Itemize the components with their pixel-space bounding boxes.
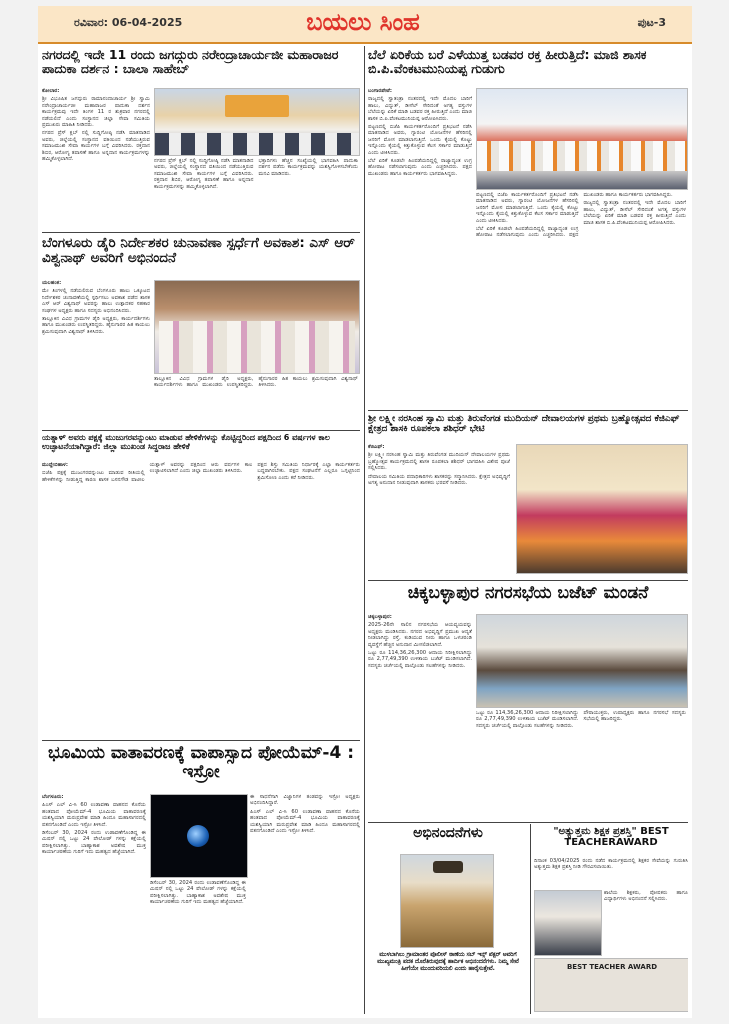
article-headline: ಬೆಂಗಳೂರು ಡೈರಿ ನಿರ್ದೇಶಕರ ಚುನಾವಣಾ ಸ್ಪರ್ಧೆಗೆ ಅವಕಾಶ: ಎಸ್ ಆರ್ ವಿಶ್ವನಾಥ್ ಅವರಿಗೆ ಅಭಿನಂದನೆ <box>42 236 355 267</box>
article-headline: ನಗರದಲ್ಲಿ ಇದೇ 11 ರಂದು ಜಗದ್ಗುರು ನರೇಂದ್ರಾಚಾರ್ಯಜೀ ಮಹಾರಾಜರ ಪಾದುಕಾ ದರ್ಶನ : ಬಾಲಾ ಸಾಹೇಬ್ <box>42 48 339 76</box>
article-byline: ಬೆಂಗಳೂರು: <box>42 794 64 800</box>
article-paragraph: ಮೇ ತಿಂಗಳಲ್ಲಿ ನಡೆಯಲಿರುವ ಬೆಂಗಳೂರು ಹಾಲು ಒಕ್ಕೂಟದ ನಿರ್ದೇಶಕರ ಚುನಾವಣೆಯಲ್ಲಿ ಸ್ಪರ್ಧಿಸಲು ಅವಕಾಶ ಪಡೆದ ಶಾಸಕ ಎಸ್ ಆರ್ ವಿಶ್ವನಾಥ್ ಅವರನ್ನು ಹಾಲು ಉತ್ಪಾದಕರ ಸಹಕಾರ ಸಂಘಗಳ ಅಧ್ಯಕ್ಷರು ಹಾಗೂ ಸದಸ್ಯರು ಅಭಿನಂದಿಸಿದರು. <box>42 288 150 314</box>
article-body <box>368 444 510 578</box>
column-divider <box>530 824 531 1014</box>
rule <box>368 410 688 411</box>
newspaper-page <box>38 6 692 1018</box>
article-paragraph: ಡಿಸೆಂಬರ್ 30, 2024 ರಂದು ಉಡಾವಣೆಗೊಂಡಿದ್ದ ಈ ಮಿಷನ್ ನಲ್ಲಿ ಒಟ್ಟು 24 ಪೇಲೋಡ್ ಗಳನ್ನು ಕಕ್ಷೆಯಲ್ಲಿ ಪರೀಕ್ಷಿಸಲಾಗಿತ್ತು. ಬಾಹ್ಯಾಕಾಶ ಅವಶೇಷ ಮುಕ್ತ ಕಾರ್ಯಾಚರಣೆಯ ಗುರಿಗೆ ಇದು ಮಹತ್ವದ ಹೆಜ್ಜೆಯಾಗಿದೆ. <box>150 880 246 906</box>
article-paragraph: ಬಿಜೆಪಿ ಪಕ್ಷಕ್ಕೆ ಮುಜುಗರವನ್ನುಂಟು ಮಾಡುವ ರೀತಿಯಲ್ಲಿ ಹೇಳಿಕೆಗಳನ್ನು ನೀಡುತ್ತಿದ್ದ ಕಾರಣ ಶಾಸಕ ಬಸನಗೌಡ ಪಾಟೀಲ ಯತ್ನಾಳ್ ಅವರನ್ನು ಪಕ್ಷದಿಂದ ಆರು ವರ್ಷಗಳ ಕಾಲ ಉಚ್ಛಾಟಿಸಲಾಗಿದೆ ಎಂದು ಜಿಲ್ಲಾ ಮುಖಂಡರು ತಿಳಿಸಿದರು. <box>42 462 253 483</box>
article-paragraph: ಪಿಎಸ್ ಎಲ್ ವಿ-ಸಿ 60 ಉಡಾವಣಾ ವಾಹನದ ಕೊನೆಯ ಹಂತವಾದ ಪೋಯೆಮ್-4 ಭೂಮಿಯ ವಾತಾವರಣಕ್ಕೆ ಯಶಸ್ವಿಯಾಗಿ ಮರುಪ್ರವೇಶ ಮಾಡಿ ಹಿಂದೂ ಮಹಾಸಾಗರದಲ್ಲಿ ಪತನಗೊಂಡಿದೆ ಎಂದು ಇಸ್ರೋ ತಿಳಿಸಿದೆ. <box>250 808 360 835</box>
meeting-photo <box>476 614 688 708</box>
article-paragraph: ರಾಜ್ಯದಲ್ಲಿ ಸ್ವಾತಂತ್ರಾ ನಂತರದಲ್ಲಿ ಇದೇ ಮೊದಲ ಬಾರಿಗೆ ಹಾಲು, ವಿದ್ಯುತ್, ಡೀಸೆಲ್ ಸೇರಿದಂತೆ ಅಗತ್ಯ ವಸ್ತುಗಳ ಬೆಲೆಯನ್ನು ಏರಿಕೆ ಮಾಡಿ ಬಡವರ ರಕ್ತ ಹೀರುತ್ತಿದೆ ಎಂದು ಮಾಜಿ ಶಾಸಕ ಬಿ.ಪಿ.ವೆಂಕಟಮುನಿಯಪ್ಪ ಆರೋಪಿಸಿದರು. <box>583 200 686 226</box>
teacher-body <box>534 858 688 888</box>
teacher-award-box <box>534 826 688 1014</box>
greetings-headline: ಅಭಿನಂದನೆಗಳು <box>413 826 483 841</box>
article-paduka <box>42 48 360 228</box>
greetings-caption: ಮುಳಬಾಗಿಲು ಗ್ರಾಮಾಂತರ ಪೊಲೀಸ್ ಠಾಣೆಯ ಸಬ್ ಇನ್ಸ್ ಪೆಕ್ಟರ್ ಅವರಿಗೆ ಮುಖ್ಯಮಂತ್ರಿ ಪದಕ ದೊರೆತಿರುವುದಕ್ಕೆ ಹಾರ್ದಿಕ ಅಭಿನಂದನೆಗಳು. ನಿಮ್ಮ ಸೇವೆ ಹೀಗೆಯೇ ಮುಂದುವರಿಯಲಿ ಎಂದು ಹಾರೈಸುತ್ತೇವೆ. <box>377 952 519 972</box>
temple-photo <box>516 444 688 574</box>
teacher-headline: "ಅತ್ಯುತ್ತಮ ಶಿಕ್ಷಕ ಪ್ರಶಸ್ತಿ" BEST TEACHERAWARD <box>553 826 669 849</box>
award-banner: BEST TEACHER AWARD <box>566 963 658 971</box>
article-price-rise <box>368 48 688 408</box>
article-paragraph: ಡಿಸೆಂಬರ್ 30, 2024 ರಂದು ಉಡಾವಣೆಗೊಂಡಿದ್ದ ಈ ಮಿಷನ್ ನಲ್ಲಿ ಒಟ್ಟು 24 ಪೇಲೋಡ್ ಗಳನ್ನು ಕಕ್ಷೆಯಲ್ಲಿ ಪರೀಕ್ಷಿಸಲಾಗಿತ್ತು. ಬಾಹ್ಯಾಕಾಶ ಅವಶೇಷ ಮುಕ್ತ ಕಾರ್ಯಾಚರಣೆಯ ಗುರಿಗೆ ಇದು ಮಹತ್ವದ ಹೆಜ್ಜೆಯಾಗಿದೆ. <box>42 830 146 856</box>
article-body-continued <box>476 192 686 408</box>
teacher-paragraph: ದಿನಾಂಕ 03/04/2025 ರಂದು ನಡೆದ ಕಾರ್ಯಕ್ರಮದಲ್ಲಿ ಶಿಕ್ಷಕರ ಸೇವೆಯನ್ನು ಗುರುತಿಸಿ ಅತ್ಯುತ್ತಮ ಶಿಕ್ಷಕ ಪ್ರಶಸ್ತಿ ನೀಡಿ ಗೌರವಿಸಲಾಯಿತು. <box>534 858 688 871</box>
article-paragraph: ಶ್ರೀ ವಿಭೂಷಿತ ಜಗದ್ಗುರು ರಾಮಾನಂದಾಚಾರ್ಯ ಶ್ರೀ ಸ್ವಾಮಿ ನರೇಂದ್ರಾಚಾರ್ಯಜೀ ಮಹಾರಾಜರ ಪಾದುಕಾ ದರ್ಶನ ಕಾರ್ಯಕ್ರಮವು ಇದೇ ತಿಂಗಳ 11 ರ ಶುಕ್ರವಾರ ನಗರದಲ್ಲಿ ನಡೆಯಲಿದೆ ಎಂದು ಸಂಸ್ಥಾನದ ಜಿಲ್ಲಾ ಸೇವಾ ಸಮಿತಿಯ ಪ್ರಮುಖರು ಮಾಹಿತಿ ನೀಡಿದರು. <box>42 96 150 129</box>
article-body-continued <box>150 880 246 1014</box>
article-headline: ಭೂಮಿಯ ವಾತಾವರಣಕ್ಕೆ ವಾಪಾಸ್ಸಾದ ಪೋಯೆಮ್-4 : ಇಸ್ರೋ <box>47 744 354 783</box>
article-paragraph: ಪಟ್ಟಣದಲ್ಲಿ ಬಿಜೆಪಿ ಕಾರ್ಯಕರ್ತರೊಂದಿಗೆ ಪ್ರತಿಭಟನೆ ನಡೆಸಿ ಮಾತನಾಡಿದ ಅವರು, ಗ್ಯಾರಂಟಿ ಯೋಜನೆಗಳ ಹೆಸರಿನಲ್ಲಿ ಜನರಿಗೆ ಮೋಸ ಮಾಡಲಾಗುತ್ತಿದೆ. ಒಂದು ಕೈಯಲ್ಲಿ ಕೊಟ್ಟು ಇನ್ನೊಂದು ಕೈಯಲ್ಲಿ ಕಿತ್ತುಕೊಳ್ಳುವ ಕೆಲಸ ಸರ್ಕಾರ ಮಾಡುತ್ತಿದೆ ಎಂದು ಟೀಕಿಸಿದರು. <box>476 192 579 224</box>
article-headline: ಬೆಲೆ ಏರಿಕೆಯ ಬರೆ ಎಳೆಯುತ್ತ ಬಡವರ ರಕ್ತ ಹೀರುತ್ತಿದೆ: ಮಾಜಿ ಶಾಸಕ ಬಿ.ಪಿ.ವೆಂಕಟಮುನಿಯಪ್ಪ ಗುಡುಗು <box>368 48 647 76</box>
article-paragraph: ಪೌರಾಯುಕ್ತರು, ಉಪಾಧ್ಯಕ್ಷರು ಹಾಗೂ ನಗರಸಭೆ ಸದಸ್ಯರು ಸಭೆಯಲ್ಲಿ ಹಾಜರಿದ್ದರು. <box>583 710 686 723</box>
teacher-photo <box>534 890 602 956</box>
article-paragraph: ನಗರದ ಪ್ರೆಸ್ ಕ್ಲಬ್ ನಲ್ಲಿ ಸುದ್ದಿಗೋಷ್ಠಿ ನಡೆಸಿ ಮಾತನಾಡಿದ ಅವರು, ಜಿಲ್ಲೆಯಲ್ಲಿ ಸಂಸ್ಥಾನದ ವತಿಯಿಂದ ನಡೆಯುತ್ತಿರುವ ಸಮಾಜಮುಖಿ ಸೇವಾ ಕಾರ್ಯಗಳ ಬಗ್ಗೆ ವಿವರಿಸಿದರು. ರಕ್ತದಾನ ಶಿಬಿರ, ಆರೋಗ್ಯ ತಪಾಸಣೆ ಹಾಗೂ ಅನ್ನದಾನ ಕಾರ್ಯಕ್ರಮಗಳನ್ನು ಹಮ್ಮಿಕೊಳ್ಳಲಾಗಿದೆ. <box>42 130 150 163</box>
page-number: ಪುಟ-3 <box>637 16 666 29</box>
rule <box>368 822 688 823</box>
article-body-continued <box>250 794 360 1014</box>
article-body <box>368 88 472 408</box>
article-paragraph: ಬೆಲೆ ಏರಿಕೆ ಕೂಡಲೇ ಹಿಂಪಡೆಯದಿದ್ದಲ್ಲಿ ರಾಜ್ಯಾದ್ಯಂತ ಉಗ್ರ ಹೋರಾಟ ನಡೆಸಲಾಗುವುದು ಎಂದು ಎಚ್ಚರಿಸಿದರು. ಪಕ್ಷದ ಮುಖಂಡರು ಹಾಗೂ ಕಾರ್ಯಕರ್ತರು ಭಾಗವಹಿಸಿದ್ದರು. <box>368 158 472 177</box>
article-body <box>42 280 150 426</box>
article-byline: ಮುದ್ದೇಬಿಹಾಳ: <box>42 462 68 468</box>
article-body-continued <box>154 376 358 426</box>
column-divider <box>364 46 365 1014</box>
article-paragraph: ಪಕ್ಷದ ಶಿಸ್ತು ಸಮಿತಿಯ ನಿರ್ಧಾರಕ್ಕೆ ಎಲ್ಲಾ ಕಾರ್ಯಕರ್ತರು ಬದ್ಧರಾಗಿರಬೇಕು. ಪಕ್ಷದ ಸಂಘಟನೆಗೆ ಎಲ್ಲರೂ ಒಗ್ಗಟ್ಟಿನಿಂದ ಶ್ರಮಿಸೋಣ ಎಂದು ಕರೆ ನೀಡಿದರು. <box>257 462 360 481</box>
article-paragraph: ದೇವಾಲಯ ಸಮಿತಿಯ ಪದಾಧಿಕಾರಿಗಳು ಶಾಸಕರನ್ನು ಸನ್ಮಾನಿಸಿದರು. ಕ್ಷೇತ್ರದ ಅಭಿವೃದ್ಧಿಗೆ ಅಗತ್ಯ ಅನುದಾನ ನೀಡುವುದಾಗಿ ಶಾಸಕರು ಭರವಸೆ ನೀಡಿದರು. <box>368 473 510 487</box>
article-paragraph: ತಾಲ್ಲೂಕಿನ ವಿವಿಧ ಗ್ರಾಮಗಳ ಡೈರಿ ಅಧ್ಯಕ್ಷರು, ಕಾರ್ಯದರ್ಶಿಗಳು ಹಾಗೂ ಮುಖಂಡರು ಉಪಸ್ಥಿತರಿದ್ದರು. ಹೈನುಗಾರರ ಹಿತ ಕಾಯಲು ಶ್ರಮಿಸುವುದಾಗಿ ವಿಶ್ವನಾಥ್ ತಿಳಿಸಿದರು. <box>154 376 358 389</box>
article-paragraph: ತಾಲ್ಲೂಕಿನ ವಿವಿಧ ಗ್ರಾಮಗಳ ಡೈರಿ ಅಧ್ಯಕ್ಷರು, ಕಾರ್ಯದರ್ಶಿಗಳು ಹಾಗೂ ಮುಖಂಡರು ಉಪಸ್ಥಿತರಿದ್ದರು. ಹೈನುಗಾರರ ಹಿತ ಕಾಯಲು ಶ್ರಮಿಸುವುದಾಗಿ ವಿಶ್ವನಾಥ್ ತಿಳಿಸಿದರು. <box>42 316 150 335</box>
article-headline: ಚಿಕ್ಕಬಳ್ಳಾಪುರ ನಗರಸಭೆಯ ಬಜೆಟ್ ಮಂಡನೆ <box>407 584 649 603</box>
article-body <box>368 614 472 820</box>
rule <box>42 740 360 741</box>
paper-title: ಬಯಲು ಸಿಂಹ <box>306 8 420 36</box>
article-paragraph: ಪಟ್ಟಣದಲ್ಲಿ ಬಿಜೆಪಿ ಕಾರ್ಯಕರ್ತರೊಂದಿಗೆ ಪ್ರತಿಭಟನೆ ನಡೆಸಿ ಮಾತನಾಡಿದ ಅವರು, ಗ್ಯಾರಂಟಿ ಯೋಜನೆಗಳ ಹೆಸರಿನಲ್ಲಿ ಜನರಿಗೆ ಮೋಸ ಮಾಡಲಾಗುತ್ತಿದೆ. ಒಂದು ಕೈಯಲ್ಲಿ ಕೊಟ್ಟು ಇನ್ನೊಂದು ಕೈಯಲ್ಲಿ ಕಿತ್ತುಕೊಳ್ಳುವ ಕೆಲಸ ಸರ್ಕಾರ ಮಾಡುತ್ತಿದೆ ಎಂದು ಟೀಕಿಸಿದರು. <box>368 124 472 156</box>
protest-photo <box>476 88 688 190</box>
event-photo <box>154 88 360 156</box>
article-byline: ಕೆಜಿಎಫ್: <box>368 444 385 450</box>
rule <box>368 580 688 581</box>
article-paragraph: ಶ್ರೀ ಲಕ್ಷ್ಮೀ ನರಸಿಂಹ ಸ್ವಾಮಿ ಮತ್ತು ತಿರುವೆಂಗಡ ಮುದಿಯನ್ ದೇವಾಲಯಗಳ ಪ್ರಥಮ ಬ್ರಹ್ಮೋತ್ಸವ ಕಾರ್ಯಕ್ರಮದಲ್ಲಿ ಶಾಸಕಿ ರೂಪಕಲಾ ಶಶಿಧರ್ ಭಾಗವಹಿಸಿ ವಿಶೇಷ ಪೂಜೆ ಸಲ್ಲಿಸಿದರು. <box>368 452 510 472</box>
article-byline: ಚಿಕ್ಕಬಳ್ಳಾಪುರ: <box>368 614 392 620</box>
rule <box>42 430 360 431</box>
article-body <box>42 794 146 1014</box>
article-paragraph: ಈ ಸಾಧನೆಗಾಗಿ ವಿಜ್ಞಾನಿಗಳ ತಂಡವನ್ನು ಇಸ್ರೋ ಅಧ್ಯಕ್ಷರು ಅಭಿನಂದಿಸಿದ್ದಾರೆ. <box>250 794 360 807</box>
article-paragraph: ಬೆಲೆ ಏರಿಕೆ ಕೂಡಲೇ ಹಿಂಪಡೆಯದಿದ್ದಲ್ಲಿ ರಾಜ್ಯಾದ್ಯಂತ ಉಗ್ರ ಹೋರಾಟ ನಡೆಸಲಾಗುವುದು ಎಂದು ಎಚ್ಚರಿಸಿದರು. ಪಕ್ಷದ ಮುಖಂಡರು ಹಾಗೂ ಕಾರ್ಯಕರ್ತರು ಭಾಗವಹಿಸಿದ್ದರು. <box>476 192 673 239</box>
issue-date: ರವಿವಾರ: 06-04-2025 <box>74 16 183 29</box>
article-temple <box>368 414 688 578</box>
officer-photo <box>400 854 494 948</box>
article-yatnal <box>42 434 360 736</box>
article-dairy <box>42 236 360 426</box>
article-byline: ಬಂಗಾರಪೇಟೆ: <box>368 88 392 94</box>
article-isro <box>42 744 360 1014</box>
article-byline: ಕೋಲಾರ: <box>42 88 60 94</box>
article-budget <box>368 584 688 820</box>
article-paragraph: 2025-26ನೇ ಸಾಲಿನ ನಗರಸಭೆಯ ಆಯವ್ಯಯವನ್ನು ಅಧ್ಯಕ್ಷರು ಮಂಡಿಸಿದರು. ನಗರದ ಅಭಿವೃದ್ಧಿಗೆ ಪ್ರಮುಖ ಆದ್ಯತೆ ನೀಡಲಾಗಿದ್ದು ರಸ್ತೆ, ಕುಡಿಯುವ ನೀರು ಹಾಗೂ ಒಳಚರಂಡಿ ವ್ಯವಸ್ಥೆಗೆ ಹೆಚ್ಚಿನ ಅನುದಾನ ಮೀಸಲಿಡಲಾಗಿದೆ. <box>368 622 472 648</box>
rule <box>42 232 360 233</box>
article-paragraph: ಪಿಎಸ್ ಎಲ್ ವಿ-ಸಿ 60 ಉಡಾವಣಾ ವಾಹನದ ಕೊನೆಯ ಹಂತವಾದ ಪೋಯೆಮ್-4 ಭೂಮಿಯ ವಾತಾವರಣಕ್ಕೆ ಯಶಸ್ವಿಯಾಗಿ ಮರುಪ್ರವೇಶ ಮಾಡಿ ಹಿಂದೂ ಮಹಾಸಾಗರದಲ್ಲಿ ಪತನಗೊಂಡಿದೆ ಎಂದು ಇಸ್ರೋ ತಿಳಿಸಿದೆ. <box>42 802 146 828</box>
article-body <box>42 88 150 228</box>
earth-photo <box>150 794 248 878</box>
article-paragraph: ಭಕ್ತಾದಿಗಳು ಹೆಚ್ಚಿನ ಸಂಖ್ಯೆಯಲ್ಲಿ ಭಾಗವಹಿಸಿ ಪಾದುಕಾ ದರ್ಶನ ಪಡೆದು ಕಾರ್ಯಕ್ರಮವನ್ನು ಯಶಸ್ವಿಗೊಳಿಸಬೇಕೆಂದು ಮನವಿ ಮಾಡಿದರು. <box>258 158 358 177</box>
article-paragraph: ನಗರದ ಪ್ರೆಸ್ ಕ್ಲಬ್ ನಲ್ಲಿ ಸುದ್ದಿಗೋಷ್ಠಿ ನಡೆಸಿ ಮಾತನಾಡಿದ ಅವರು, ಜಿಲ್ಲೆಯಲ್ಲಿ ಸಂಸ್ಥಾನದ ವತಿಯಿಂದ ನಡೆಯುತ್ತಿರುವ ಸಮಾಜಮುಖಿ ಸೇವಾ ಕಾರ್ಯಗಳ ಬಗ್ಗೆ ವಿವರಿಸಿದರು. ರಕ್ತದಾನ ಶಿಬಿರ, ಆರೋಗ್ಯ ತಪಾಸಣೆ ಹಾಗೂ ಅನ್ನದಾನ ಕಾರ್ಯಕ್ರಮಗಳನ್ನು ಹಮ್ಮಿಕೊಳ್ಳಲಾಗಿದೆ. <box>154 158 254 190</box>
greetings-box <box>370 826 526 1014</box>
article-byline: ಯಲಹಂಕ: <box>42 280 62 286</box>
article-paragraph: ಒಟ್ಟು ರೂ 114,36,26,300 ಆದಾಯ ನಿರೀಕ್ಷಿಸಲಾಗಿದ್ದು ರೂ 2,77,49,390 ಉಳಿತಾಯ ಬಜೆಟ್ ಮಂಡಿಸಲಾಗಿದೆ. ಸದಸ್ಯರು ಚರ್ಚೆಯಲ್ಲಿ ಪಾಲ್ಗೊಂಡು ಸಲಹೆಗಳನ್ನು ನೀಡಿದರು. <box>368 650 472 669</box>
teacher-body-continued <box>604 890 688 954</box>
event-photo <box>154 280 360 374</box>
article-body <box>42 462 360 736</box>
article-body-continued <box>154 158 358 228</box>
teacher-paragraph: ಶಾಲೆಯ ಶಿಕ್ಷಕರು, ಪೋಷಕರು ಹಾಗೂ ವಿದ್ಯಾರ್ಥಿಗಳು ಅಭಿನಂದನೆ ಸಲ್ಲಿಸಿದರು. <box>604 890 688 903</box>
article-paragraph: ರಾಜ್ಯದಲ್ಲಿ ಸ್ವಾತಂತ್ರಾ ನಂತರದಲ್ಲಿ ಇದೇ ಮೊದಲ ಬಾರಿಗೆ ಹಾಲು, ವಿದ್ಯುತ್, ಡೀಸೆಲ್ ಸೇರಿದಂತೆ ಅಗತ್ಯ ವಸ್ತುಗಳ ಬೆಲೆಯನ್ನು ಏರಿಕೆ ಮಾಡಿ ಬಡವರ ರಕ್ತ ಹೀರುತ್ತಿದೆ ಎಂದು ಮಾಜಿ ಶಾಸಕ ಬಿ.ಪಿ.ವೆಂಕಟಮುನಿಯಪ್ಪ ಆರೋಪಿಸಿದರು. <box>368 96 472 122</box>
article-paragraph: ಒಟ್ಟು ರೂ 114,36,26,300 ಆದಾಯ ನಿರೀಕ್ಷಿಸಲಾಗಿದ್ದು ರೂ 2,77,49,390 ಉಳಿತಾಯ ಬಜೆಟ್ ಮಂಡಿಸಲಾಗಿದೆ. ಸದಸ್ಯರು ಚರ್ಚೆಯಲ್ಲಿ ಪಾಲ್ಗೊಂಡು ಸಲಹೆಗಳನ್ನು ನೀಡಿದರು. <box>476 710 579 729</box>
article-body-continued <box>476 710 686 820</box>
award-photo <box>534 958 688 1012</box>
article-headline: ಶ್ರೀ ಲಕ್ಷ್ಮೀ ನರಸಿಂಹ ಸ್ವಾಮಿ ಮತ್ತು ತಿರುವೆಂಗಡ ಮುದಿಯನ್ ದೇವಾಲಯಗಳ ಪ್ರಥಮ ಬ್ರಹ್ಮೋತ್ಸವದ ಕೆಜಿಎಫ್ ಕ್ಷೇತ್ರದ ಶಾಸಕಿ ರೂಪಕಲಾ ಶಶಿಧರ್ ಭೇಟಿ <box>368 414 680 435</box>
article-headline: ಯತ್ನಾಳ್ ಅವರು ಪಕ್ಷಕ್ಕೆ ಮುಜುಗರವನ್ನುಂಟು ಮಾಡುವ ಹೇಳಿಕೆಗಳನ್ನು ಕೊಟ್ಟಿದ್ದರಿಂದ ಪಕ್ಷದಿಂದ 6 ವರ್ಷಗಳ ಕಾಲ ಉಚ್ಛಾಟನೆಯಾಗಿದ್ದಾರೆ: ಜಿಲ್ಲಾ ಮುಖಂಡ ಸಿದ್ದರಾಜ ಹೇಳಿಕೆ <box>42 434 330 451</box>
masthead <box>38 6 692 44</box>
